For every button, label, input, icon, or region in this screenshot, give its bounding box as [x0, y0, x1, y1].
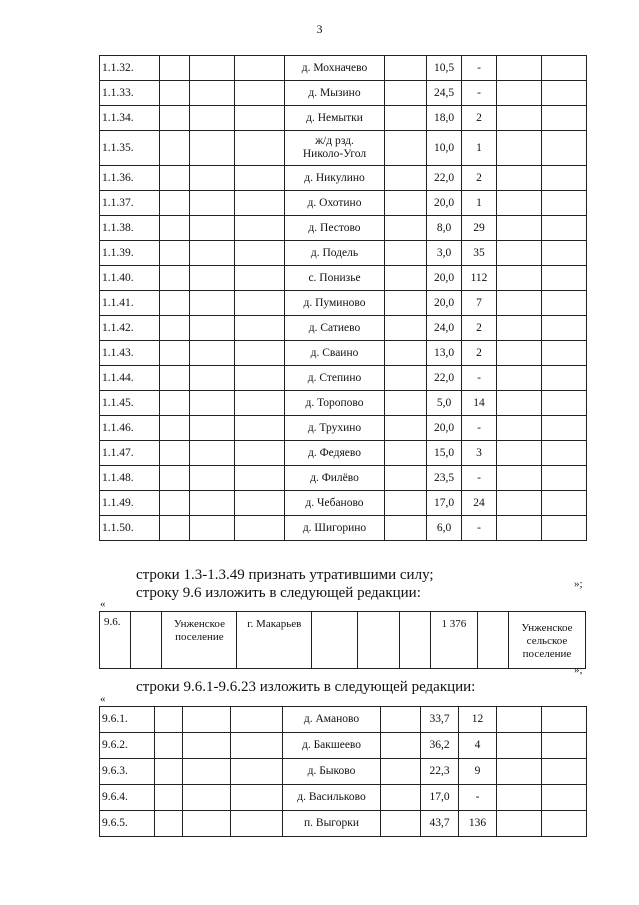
table-row	[100, 106, 587, 131]
row-id: 9.6.3.	[100, 759, 155, 785]
row-id: 1.1.39.	[100, 241, 160, 266]
count-value: -	[462, 466, 497, 491]
locality-name: д. Шигорино	[285, 516, 385, 541]
row-id: 1.1.45.	[100, 391, 160, 416]
row-id: 1.1.34.	[100, 106, 160, 131]
count-value: 136	[459, 811, 497, 837]
distance-value: 22,0	[427, 166, 462, 191]
count-value: 112	[462, 266, 497, 291]
table-row	[100, 341, 587, 366]
table-row	[100, 266, 587, 291]
value-cell: 1 376	[430, 612, 477, 669]
settlement-cell: Унженское поселение	[162, 612, 237, 669]
table-row	[100, 785, 587, 811]
count-value: -	[462, 416, 497, 441]
table-row	[100, 81, 587, 106]
locality-name: д. Торопово	[285, 391, 385, 416]
locality-name: д. Пестово	[285, 216, 385, 241]
count-value: 2	[462, 106, 497, 131]
distance-value: 5,0	[427, 391, 462, 416]
distance-value: 24,5	[427, 81, 462, 106]
row-id: 9.6.2.	[100, 733, 155, 759]
page-number: 3	[316, 22, 323, 36]
paragraph-row-9-6: строку 9.6 изложить в следующей редакции:	[136, 585, 421, 601]
count-value: 35	[462, 241, 497, 266]
table-row	[100, 759, 587, 785]
count-value: 12	[459, 707, 497, 733]
count-value: 3	[462, 441, 497, 466]
opening-quote-2: «	[100, 598, 106, 610]
row-id: 1.1.49.	[100, 491, 160, 516]
row-id: 1.1.36.	[100, 166, 160, 191]
distance-value: 20,0	[427, 266, 462, 291]
distance-value: 23,5	[427, 466, 462, 491]
distance-value: 43,7	[421, 811, 459, 837]
row-id: 1.1.38.	[100, 216, 160, 241]
paragraph-lines-invalid: строки 1.3-1.3.49 признать утратившими силу;	[136, 567, 434, 583]
table-row	[100, 491, 587, 516]
table-row	[100, 516, 587, 541]
table-row	[100, 241, 587, 266]
distance-value: 36,2	[421, 733, 459, 759]
count-value: 1	[462, 131, 497, 166]
distance-value: 33,7	[421, 707, 459, 733]
count-value: -	[462, 516, 497, 541]
settlements-table-2	[99, 611, 586, 669]
table-row	[100, 291, 587, 316]
row-id: 1.1.44.	[100, 366, 160, 391]
locality-name: д. Охотино	[285, 191, 385, 216]
locality-name: д. Подель	[285, 241, 385, 266]
table-row	[100, 733, 587, 759]
distance-value: 17,0	[427, 491, 462, 516]
table-row	[100, 466, 587, 491]
distance-value: 10,5	[427, 56, 462, 81]
count-value: 7	[462, 291, 497, 316]
row-id: 1.1.40.	[100, 266, 160, 291]
locality-name: д. Быково	[283, 759, 381, 785]
row-id: 9.6.	[100, 612, 131, 669]
count-value: 2	[462, 341, 497, 366]
distance-value: 20,0	[427, 191, 462, 216]
distance-value: 6,0	[427, 516, 462, 541]
distance-value: 15,0	[427, 441, 462, 466]
row-id: 9.6.1.	[100, 707, 155, 733]
row-id: 1.1.37.	[100, 191, 160, 216]
distance-value: 13,0	[427, 341, 462, 366]
note-cell: Унженское сельское поселение	[508, 612, 585, 669]
locality-name: д. Мызино	[285, 81, 385, 106]
count-value: 4	[459, 733, 497, 759]
table-row	[100, 131, 587, 166]
locality-name: д. Аманово	[283, 707, 381, 733]
locality-name: д. Степино	[285, 366, 385, 391]
row-id: 1.1.47.	[100, 441, 160, 466]
count-value: -	[459, 785, 497, 811]
count-value: 29	[462, 216, 497, 241]
distance-value: 17,0	[421, 785, 459, 811]
row-id: 1.1.41.	[100, 291, 160, 316]
row-id: 9.6.5.	[100, 811, 155, 837]
count-value: -	[462, 366, 497, 391]
locality-name: д. Сваино	[285, 341, 385, 366]
locality-name: д. Филёво	[285, 466, 385, 491]
locality-name: д. Чебаново	[285, 491, 385, 516]
row-id: 9.6.4.	[100, 785, 155, 811]
count-value: 2	[462, 166, 497, 191]
count-value: 14	[462, 391, 497, 416]
count-value: -	[462, 56, 497, 81]
locality-name: д. Сатиево	[285, 316, 385, 341]
row-id: 1.1.32.	[100, 56, 160, 81]
locality-name: д. Пуминово	[285, 291, 385, 316]
row-id: 1.1.35.	[100, 131, 160, 166]
row-id: 1.1.46.	[100, 416, 160, 441]
table-row	[100, 811, 587, 837]
table-row	[100, 191, 587, 216]
distance-value: 22,0	[427, 366, 462, 391]
settlements-table-3	[99, 706, 587, 837]
table-row	[100, 441, 587, 466]
locality-name: д. Трухино	[285, 416, 385, 441]
locality-name: д. Немытки	[285, 106, 385, 131]
distance-value: 24,0	[427, 316, 462, 341]
count-value: -	[462, 81, 497, 106]
distance-value: 3,0	[427, 241, 462, 266]
table-row	[100, 612, 586, 669]
locality-name: ж/д рзд. Николо-Угол	[285, 131, 385, 166]
distance-value: 18,0	[427, 106, 462, 131]
settlements-table-1	[99, 55, 587, 541]
row-id: 1.1.43.	[100, 341, 160, 366]
table-row	[100, 316, 587, 341]
row-id: 1.1.50.	[100, 516, 160, 541]
locality-name: п. Выгорки	[283, 811, 381, 837]
count-value: 1	[462, 191, 497, 216]
closing-quote-1: »;	[574, 578, 583, 590]
row-id: 1.1.42.	[100, 316, 160, 341]
table-row	[100, 391, 587, 416]
locality-name: д. Никулино	[285, 166, 385, 191]
distance-value: 8,0	[427, 216, 462, 241]
table-row	[100, 416, 587, 441]
count-value: 9	[459, 759, 497, 785]
table-row	[100, 366, 587, 391]
distance-value: 20,0	[427, 416, 462, 441]
locality-name: д. Федяево	[285, 441, 385, 466]
closing-quote-2: »;	[574, 664, 583, 676]
table-row	[100, 216, 587, 241]
table-row	[100, 166, 587, 191]
table-row	[100, 707, 587, 733]
locality-name: д. Васильково	[283, 785, 381, 811]
opening-quote-3: «	[100, 693, 106, 705]
locality-name: д. Бакшеево	[283, 733, 381, 759]
distance-value: 10,0	[427, 131, 462, 166]
row-id: 1.1.33.	[100, 81, 160, 106]
count-value: 24	[462, 491, 497, 516]
paragraph-rows-9-6-1: строки 9.6.1-9.6.23 изложить в следующей редакции:	[136, 679, 476, 695]
row-id: 1.1.48.	[100, 466, 160, 491]
count-value: 2	[462, 316, 497, 341]
distance-value: 20,0	[427, 291, 462, 316]
table-row	[100, 56, 587, 81]
locality-name: с. Понизье	[285, 266, 385, 291]
locality-name: д. Мохначево	[285, 56, 385, 81]
locality-cell: г. Макарьев	[237, 612, 312, 669]
distance-value: 22,3	[421, 759, 459, 785]
